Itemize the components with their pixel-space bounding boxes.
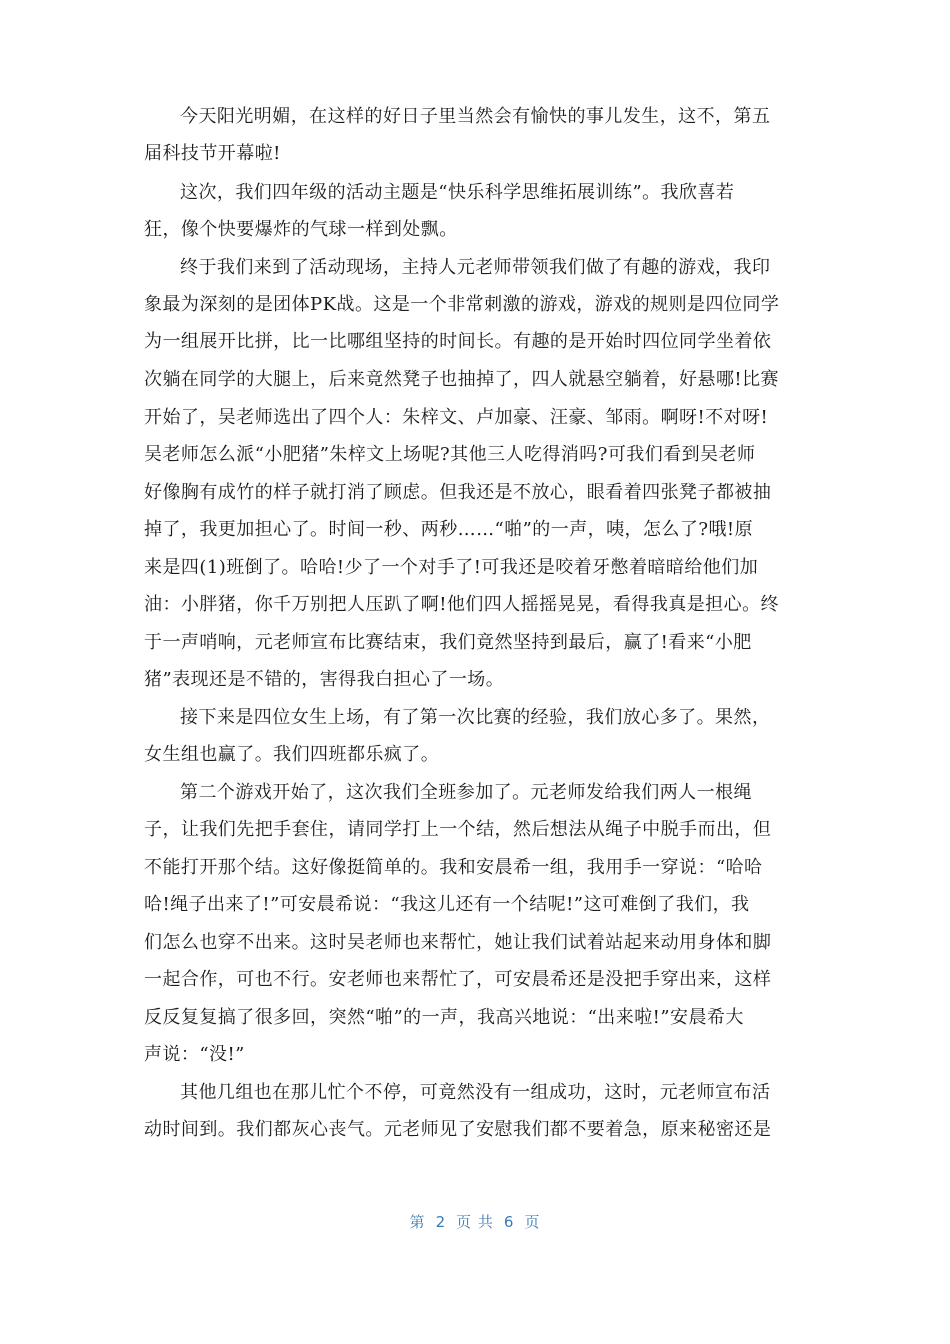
- text-line: 动时间到。我们都灰心丧气。元老师见了安慰我们都不要着急，原来秘密还是: [144, 1119, 772, 1140]
- text-line: 不能打开那个结。这好像挺简单的。我和安晨希一组，我用手一穿说：“哈哈: [144, 857, 763, 878]
- footer-middle: 页 共: [456, 1213, 494, 1231]
- text-line: 于一声哨响，元老师宣布比赛结束，我们竟然坚持到最后，赢了!看来“小肥: [144, 632, 752, 653]
- footer-current-page: 2: [435, 1213, 447, 1231]
- text-line: 开始了，吴老师选出了四个人：朱梓文、卢加豪、汪豪、邹雨。啊呀!不对呀!: [144, 407, 769, 428]
- text-line: 声说：“没!”: [144, 1044, 245, 1065]
- text-line: 届科技节开幕啦!: [144, 143, 281, 164]
- text-line: 终于我们来到了活动现场，主持人元老师带领我们做了有趣的游戏，我印: [180, 257, 771, 278]
- text-line: 第二个游戏开始了，这次我们全班参加了。元老师发给我们两人一根绳: [180, 782, 752, 803]
- text-line: 来是四(1)班倒了。哈哈!少了一个对手了!可我还是咬着牙憋着暗暗给他们加: [144, 557, 759, 578]
- text-line: 次躺在同学的大腿上，后来竟然凳子也抽掉了，四人就悬空躺着，好悬哪!比赛: [144, 369, 779, 390]
- text-line: 们怎么也穿不出来。这时吴老师也来帮忙，她让我们试着站起来动用身体和脚: [144, 932, 772, 953]
- text-line: 掉了，我更加担心了。时间一秒、两秒……“啪”的一声，咦，怎么了?哦!原: [144, 519, 754, 540]
- text-line: 狂，像个快要爆炸的气球一样到处飘。: [144, 219, 458, 240]
- text-line: 吴老师怎么派“小肥猪”朱梓文上场呢?其他三人吃得消吗?可我们看到吴老师: [144, 444, 756, 465]
- text-line: 象最为深刻的是团体PK战。这是一个非常刺激的游戏，游戏的规则是四位同学: [144, 294, 780, 315]
- text-line: 一起合作，可也不行。安老师也来帮忙了，可安晨希还是没把手穿出来，这样: [144, 969, 772, 990]
- page-number-footer: [0, 1212, 950, 1232]
- text-line: 女生组也赢了。我们四班都乐疯了。: [144, 744, 440, 765]
- text-line: 油：小胖猪，你千万别把人压趴了啊!他们四人摇摇晃晃，看得我真是担心。终: [144, 594, 779, 615]
- text-line: 好像胸有成竹的样子就打消了顾虑。但我还是不放心，眼看着四张凳子都被抽: [144, 482, 772, 503]
- text-line: 今天阳光明媚，在这样的好日子里当然会有愉快的事儿发生，这不，第五: [180, 106, 771, 127]
- text-line: 哈!绳子出来了!”可安晨希说：“我这儿还有一个结呢!”这可难倒了我们，我: [144, 894, 750, 915]
- text-line: 反反复复搞了很多回，突然“啪”的一声，我高兴地说：“出来啦!”安晨希大: [144, 1007, 744, 1028]
- text-line: 猪”表现还是不错的，害得我白担心了一场。: [144, 669, 505, 690]
- text-line: 其他几组也在那儿忙个不停，可竟然没有一组成功，这时，元老师宣布活: [180, 1082, 771, 1103]
- footer-prefix: 第: [409, 1213, 426, 1231]
- text-line: 接下来是四位女生上场，有了第一次比赛的经验，我们放心多了。果然，: [180, 707, 771, 728]
- text-line: 子，让我们先把手套住，请同学打上一个结，然后想法从绳子中脱手而出，但: [144, 819, 772, 840]
- footer-suffix: 页: [524, 1213, 541, 1231]
- text-line: 为一组展开比拼，比一比哪组坚持的时间长。有趣的是开始时四位同学坐着依: [144, 331, 772, 352]
- footer-total-pages: 6: [503, 1213, 515, 1231]
- text-line: 这次，我们四年级的活动主题是“快乐科学思维拓展训练”。我欣喜若: [180, 182, 735, 203]
